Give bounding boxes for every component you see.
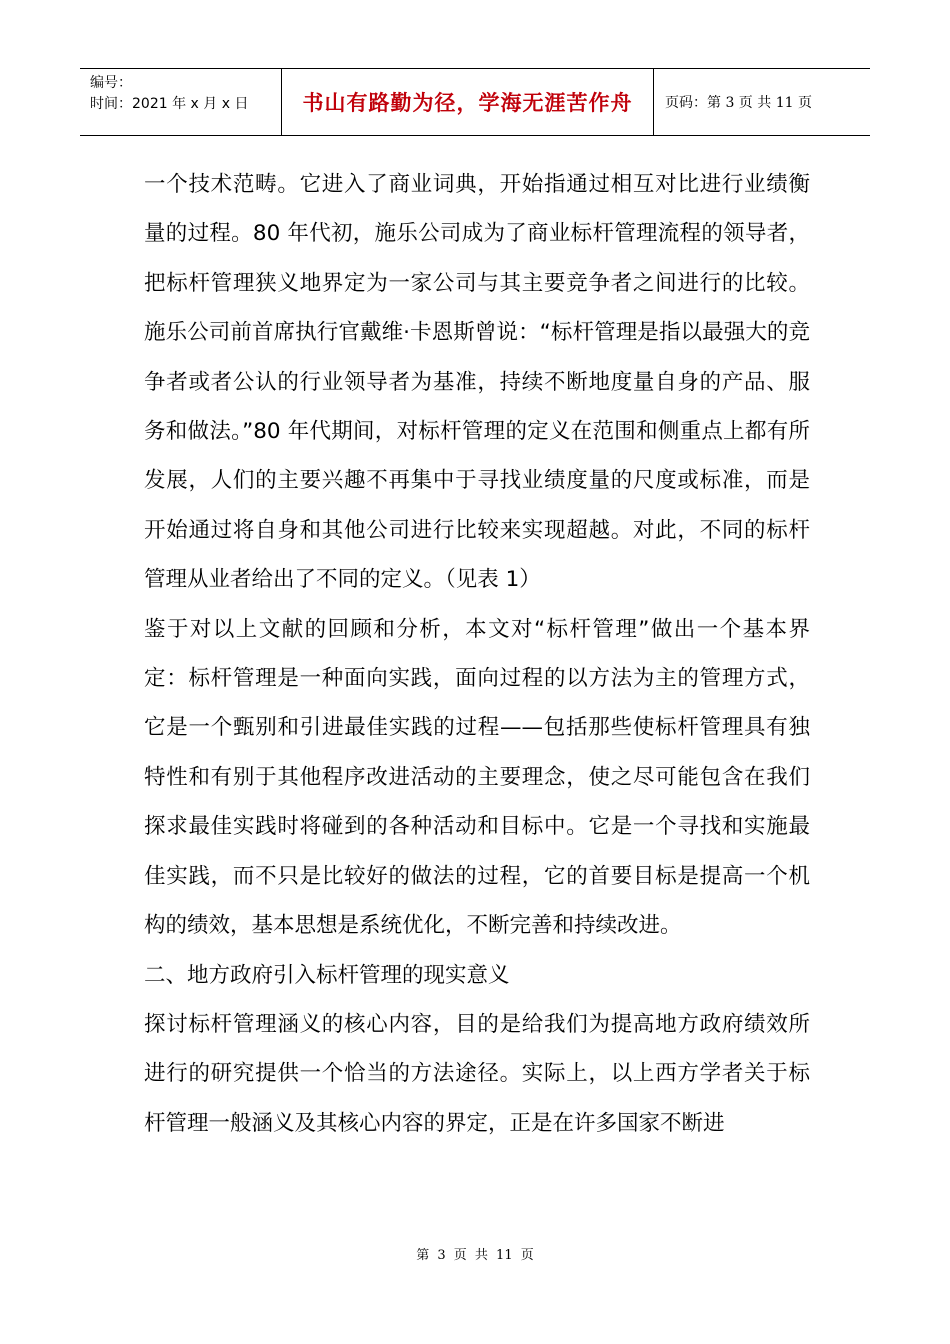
header-page-info: 页码：第 3 页 共 11 页 <box>665 95 812 111</box>
document-number-label: 编号： <box>90 75 132 91</box>
header-motto: 书山有路勤为径，学海无涯苦作舟 <box>281 69 654 135</box>
page-footer: 第 3 页 共 11 页 <box>416 1248 534 1263</box>
document-body <box>144 160 810 1148</box>
header-meta <box>80 69 281 135</box>
body-paragraph: 一个技术范畴。它进入了商业词典，开始指通过相互对比进行业绩衡量的过程。80 年代初，施乐公司成为了商业标杆管理流程的领导者，把标杆管理狭义地界定为一家公司与其主要竞争者之间进行的比较。施乐公司前首席执行官戴维·卡恩斯曾说：“标杆管理是指以最强大的竞争者或者公认的行业领导者为基准，持续不断地度量自身的产品、服务和做法。”80 年代期间，对标杆管理的定义在范围和侧重点上都有所发展，人们的主要兴趣不再集中于寻找业绩度量的尺度或标准，而是开始通过将自身和其他公司进行比较来实现超越。对此，不同的标杆管理从业者给出了不同的定义。（见表 1） <box>144 172 810 593</box>
document-date: 时间：2021 年 x 月 x 日 <box>90 96 249 112</box>
body-paragraph: 探讨标杆管理涵义的核心内容，目的是给我们为提高地方政府绩效所进行的研究提供一个恰当的方法途径。实际上，以上西方学者关于标杆管理一般涵义及其核心内容的界定，正是在许多国家不断进 <box>144 1011 810 1136</box>
section-heading: 二、地方政府引入标杆管理的现实意义 <box>144 962 510 988</box>
body-paragraph: 鉴于对以上文献的回顾和分析，本文对“标杆管理”做出一个基本界定：标杆管理是一种面向实践，面向过程的以方法为主的管理方式，它是一个甄别和引进最佳实践的过程——包括那些使标杆管理具有独特性和有别于其他程序改进活动的主要理念，使之尽可能包含在我们探求最佳实践时将碰到的各种活动和目标中。它是一个寻找和实施最佳实践，而不只是比较好的做法的过程，它的首要目标是提高一个机构的绩效，基本思想是系统优化，不断完善和持续改进。 <box>144 616 810 939</box>
document-header <box>80 68 870 136</box>
